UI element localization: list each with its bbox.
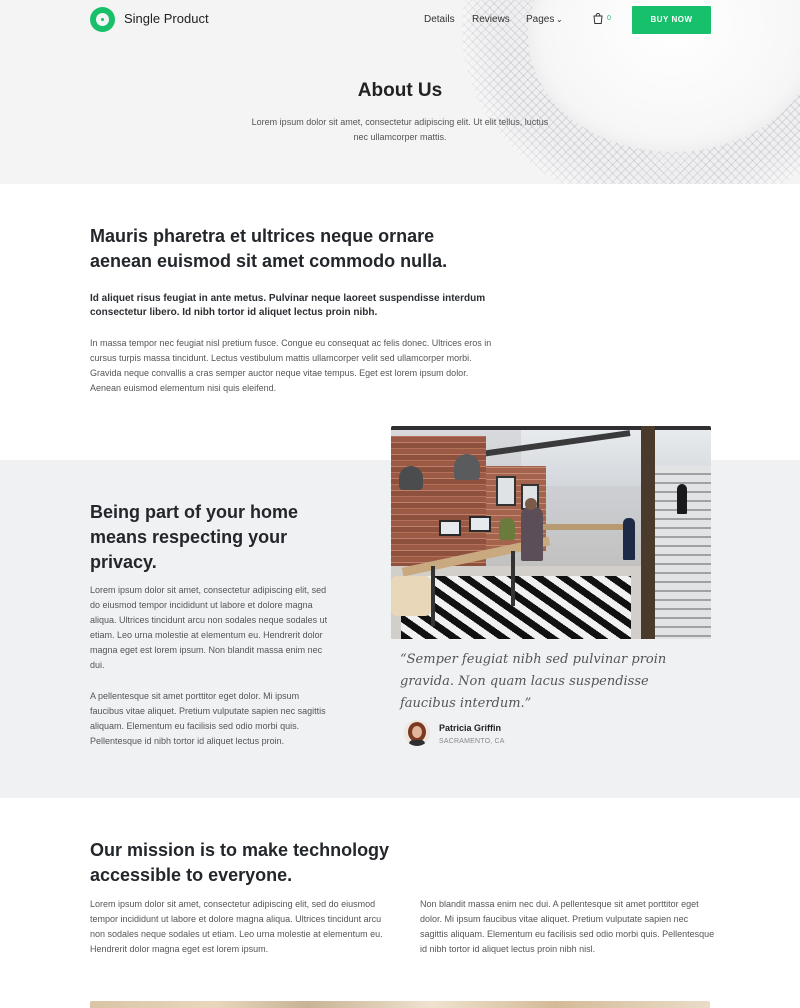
testimonial-author-location: SACRAMENTO, CA <box>439 738 505 745</box>
privacy-paragraph-2: A pellentesque sit amet porttitor eget dolor. Mi ipsum faucibus vitae aliquet. Pretium vulputate sapien nec sagittis aliquam. Elementum eu facilisis sed odio morbi quis. Pellentesque id nibh tortor id aliquet lectus proin. <box>90 691 326 746</box>
chevron-down-icon[interactable]: ⌄ <box>556 15 563 24</box>
intro-body: In massa tempor nec feugiat nisl pretium fusce. Congue eu consequat ac felis donec. Ultrices eros in cursus turpis massa tincidunt. Lectus vestibulum mattis ullamcorper velit sed ullamcorper morbi. Gravida neque convallis a cras semper auctor neque vitae tempus. Eget est lorem ipsum dolor. Aenean euismod elementum nisi quis eleifend. <box>90 338 492 393</box>
photo-person <box>623 518 635 560</box>
mission-paragraph-left: Lorem ipsum dolor sit amet, consectetur adipiscing elit, sed do eiusmod tempor incididunt ut labore et dolore magna aliqua. Ultrices tincidunt arcu non sodales neque sodales ut etiam. Leo urna molestie at elementum eu. Hendrerit dolor magna eget est lorem ipsum. <box>90 899 383 954</box>
photo-lamp <box>399 466 423 490</box>
privacy-paragraph-1: Lorem ipsum dolor sit amet, consectetur adipiscing elit, sed do eiusmod tempor incididunt ut labore et dolore magna aliqua. Ultrices tincidunt arcu non sodales neque sodales ut etiam. Leo urna molestie at elementum eu. Hendrerit dolor magna eget est lorem ipsum. Non blandit massa enim nec dui. <box>90 585 328 670</box>
photo-chair <box>391 576 431 616</box>
site-header <box>0 0 800 40</box>
brand-name[interactable]: Single Product <box>124 11 209 26</box>
photo-window <box>496 476 516 506</box>
privacy-heading: Being part of your home means respecting your privacy. <box>90 502 299 572</box>
mission-heading: Our mission is to make technology accessible to everyone. <box>90 840 390 885</box>
photo-person <box>499 518 515 540</box>
mission-paragraph-right: Non blandit massa enim nec dui. A pellentesque sit amet porttitor eget dolor. Mi ipsum faucibus vitae aliquet. Pretium vulputate sapien nec sagittis aliquam. Elementum eu facilisis sed odio morbi quis. Pellentesque id nibh tortor id aliquet lectus proin nibh nisl. <box>420 899 715 954</box>
nav-details[interactable]: Details <box>424 14 455 25</box>
intro-heading: Mauris pharetra et ultrices neque ornare aenean euismod sit amet commodo nulla. <box>90 226 448 271</box>
brand-logo-dot <box>101 18 104 21</box>
photo-lamp <box>454 454 480 480</box>
photo-desk-leg <box>511 551 515 606</box>
avatar <box>404 720 430 746</box>
testimonial-quote: “Semper feugiat nibh sed pulvinar proin gravida. Non quam lacus suspendisse faucibus interdum.” <box>400 652 667 711</box>
page-title: About Us <box>357 80 443 101</box>
nav-pages[interactable]: Pages <box>526 14 555 25</box>
buy-now-button[interactable]: BUY NOW <box>632 6 711 34</box>
office-photo <box>391 426 711 639</box>
testimonial-author-name: Patricia Griffin <box>439 723 502 733</box>
photo-monitor <box>439 520 461 536</box>
photo-person <box>521 506 543 561</box>
photo-monitor <box>469 516 491 532</box>
photo-column <box>641 426 655 639</box>
photo-desk <box>541 524 631 530</box>
photo-beam <box>391 426 711 430</box>
bottom-image-strip <box>90 1001 710 1008</box>
page-subtitle: Lorem ipsum dolor sit amet, consectetur adipiscing elit. Ut elit tellus, luctus nec ullamcorper mattis. <box>251 117 549 142</box>
photo-person <box>677 484 687 514</box>
photo-desk-leg <box>431 566 435 626</box>
photo-person-head <box>525 498 537 510</box>
nav-reviews[interactable]: Reviews <box>472 14 510 25</box>
cart-count-badge: 0 <box>607 15 611 22</box>
intro-lead: Id aliquet risus feugiat in ante metus. Pulvinar neque laoreet suspendisse interdum consectetur libero. Id nibh tortor id aliquet lectus proin nibh. <box>90 293 486 318</box>
shopping-bag-icon[interactable] <box>592 13 604 25</box>
photo-rug <box>401 576 631 639</box>
